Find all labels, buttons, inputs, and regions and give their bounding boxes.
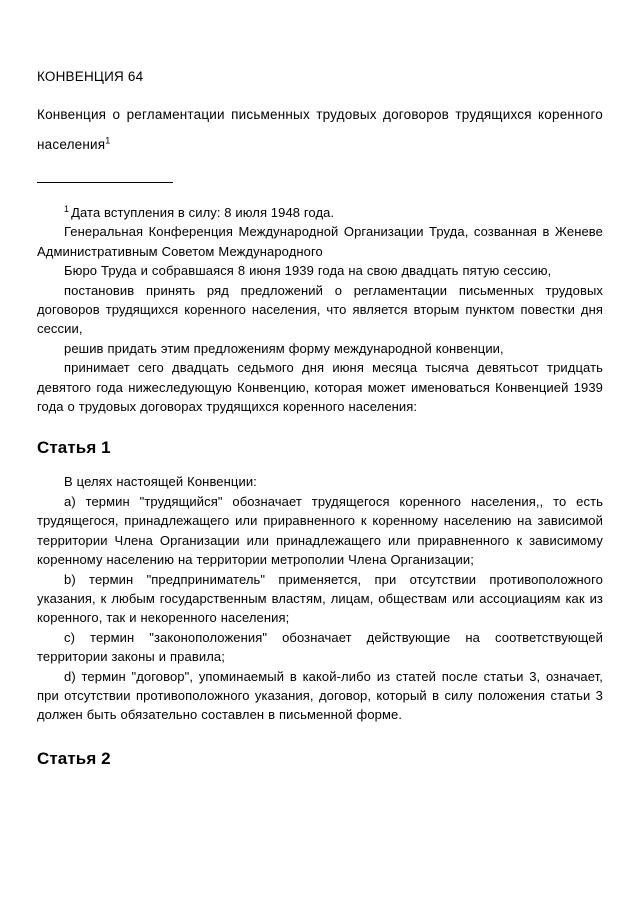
article-1-item-d: d) термин "договор", упоминаемый в какой-либо из статей после статьи 3, означает, при отсутствии противоположного указания, договор, который в силу положения статьи 3 должен быть обязательно составлен в письменной форме.	[37, 668, 603, 723]
document-title-block	[37, 0, 603, 160]
article-1-paragraph: В целях настоящей Конвенции:	[64, 474, 257, 490]
article-1-item-c: c) термин "законоположения" обозначает действующие на соответствующей территории законы и правила;	[37, 629, 603, 665]
document-body	[37, 203, 603, 769]
preamble-paragraph: Бюро Труда и собравшаяся 8 июня 1939 года на свою двадцать пятую сессию,	[64, 263, 552, 279]
title-footnote-marker: 1	[105, 135, 111, 146]
article-2-heading: Статья 2	[37, 748, 111, 768]
footnote	[37, 203, 603, 222]
preamble-paragraph: Генеральная Конференция Международной Организации Труда, созванная в Женеве Административным Советом Международного	[37, 224, 603, 259]
document-title-text: Конвенция о регламентации письменных трудовых договоров трудящихся коренного населения	[37, 107, 603, 152]
preamble-paragraph: принимает сего двадцать седьмого дня июня месяца тысяча девятьсот тридцать девятого года нижеследующую Конвенцию, которая может именоваться Конвенцией 1939 года о трудовых договорах трудящихся коренного населения:	[37, 360, 603, 415]
preamble-paragraph: решив придать этим предложениям форму международной конвенции,	[64, 340, 504, 356]
document-number: КОНВЕНЦИЯ 64	[37, 69, 144, 84]
document-title	[37, 92, 603, 160]
footnote-marker: 1	[64, 203, 70, 214]
preamble-paragraph: постановив принять ряд предложений о регламентации письменных трудовых договоров трудящихся коренного населения, что является вторым пунктом повестки дня сессии,	[37, 282, 603, 337]
spacer	[37, 458, 603, 472]
spacer	[37, 725, 603, 749]
article-1-item-a: a) термин "трудящийся" обозначает трудящегося коренного населения,, то есть трудящегося, принадлежащего или приравненного к коренному населению на зависимой территории Члена Организации или принадлежащего или приравненного к зависимому коренному населению на территории метрополии Члена Организации;	[37, 493, 603, 568]
spacer	[37, 416, 603, 438]
footnote-text: Дата вступления в силу: 8 июля 1948 года.	[71, 205, 335, 220]
footnote-separator	[37, 182, 173, 183]
article-1-heading: Статья 1	[37, 438, 111, 458]
article-1-item-b: b) термин "предприниматель" применяется, при отсутствии противоположного указания, к любым государственным властям, лицам, обществам или ассоциациям как из коренного, так и некоренного населения;	[37, 571, 603, 626]
